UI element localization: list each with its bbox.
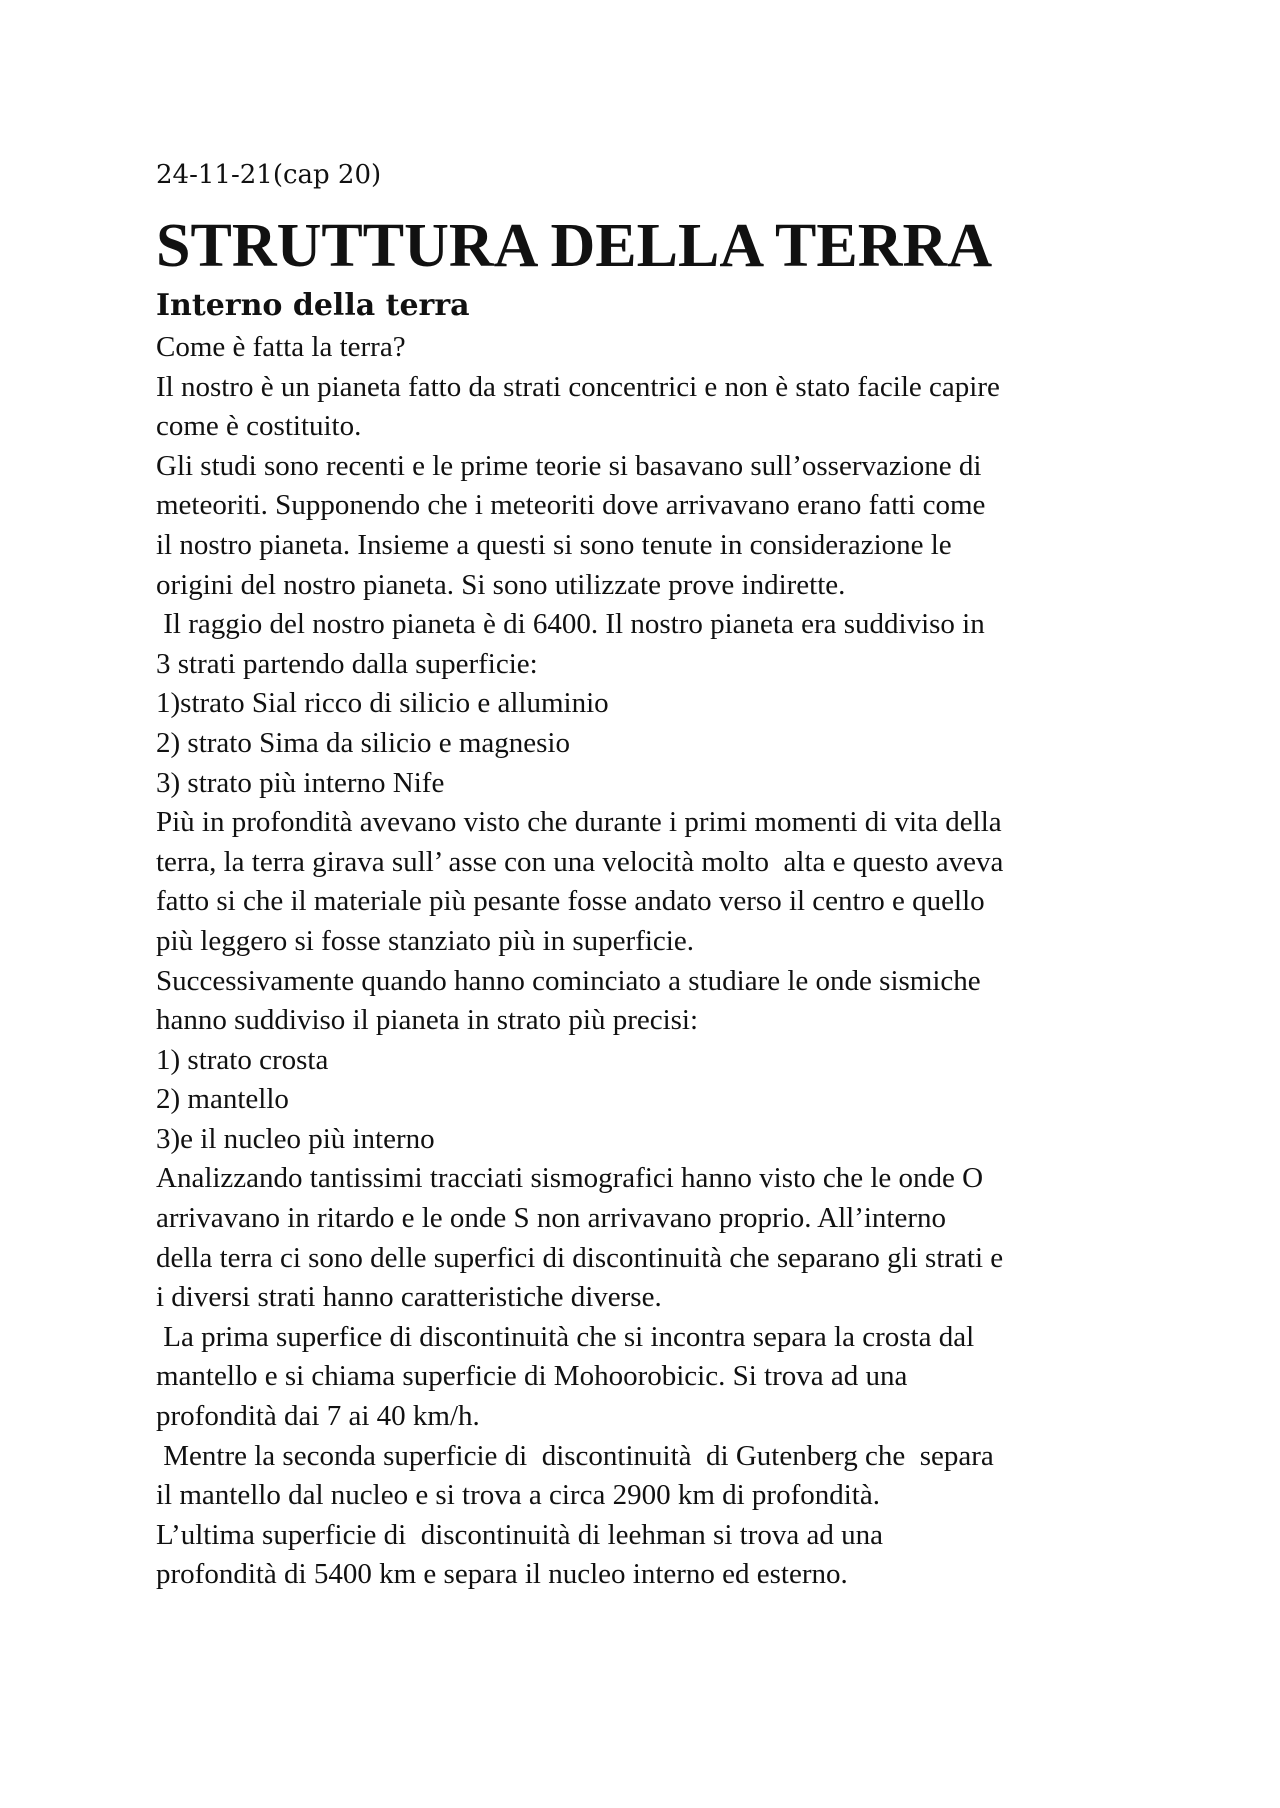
document-title: STRUTTURA DELLA TERRA (156, 212, 993, 280)
body-line: terra, la terra girava sull’ asse con una velocità molto alta e questo aveva (156, 845, 1004, 878)
body-line: Gli studi sono recenti e le prime teorie si basavano sull’osservazione di (156, 449, 982, 482)
list-item: 3) strato più interno Nife (156, 766, 445, 799)
body-line: mantello e si chiama superficie di Mohoorobicic. Si trova ad una (156, 1360, 908, 1393)
body-line: della terra ci sono delle superfici di discontinuità che separano gli strati e (156, 1241, 1004, 1274)
body-line: il mantello dal nucleo e si trova a circa 2900 km di profondità. (156, 1479, 880, 1512)
body-line: profondità di 5400 km e separa il nucleo interno ed esterno. (156, 1558, 848, 1591)
body-line: Analizzando tantissimi tracciati sismografici hanno visto che le onde O (156, 1162, 984, 1195)
document-page (156, 158, 1166, 1595)
body-line: La prima superfice di discontinuità che si incontra separa la crosta dal (156, 1320, 975, 1353)
list-item: 2) strato Sima da silicio e magnesio (156, 726, 570, 759)
body-line: Il raggio del nostro pianeta è di 6400. Il nostro pianeta era suddiviso in (156, 608, 985, 641)
body-line: Mentre la seconda superficie di discontinuità di Gutenberg che separa (156, 1439, 994, 1472)
list-item: 1) strato crosta (156, 1043, 329, 1076)
body-line: Più in profondità avevano visto che durante i primi momenti di vita della (156, 806, 1002, 839)
body-line: fatto si che il materiale più pesante fosse andato verso il centro e quello (156, 885, 985, 918)
body-line: il nostro pianeta. Insieme a questi si sono tenute in considerazione le (156, 528, 952, 561)
section-heading: Interno della terra (156, 288, 470, 323)
body-line: profondità dai 7 ai 40 km/h. (156, 1400, 480, 1433)
body-line: Come è fatta la terra? (156, 331, 406, 363)
body-line: Il nostro è un pianeta fatto da strati concentrici e non è stato facile capire (156, 370, 1000, 403)
body-line: Successivamente quando hanno cominciato a studiare le onde sismiche (156, 964, 981, 997)
body-line: 3 strati partendo dalla superficie: (156, 647, 538, 680)
body-line: meteoriti. Supponendo che i meteoriti dove arrivavano erano fatti come (156, 489, 986, 522)
list-item: 2) mantello (156, 1083, 289, 1116)
body-line: hanno suddiviso il pianeta in strato più precisi: (156, 1004, 699, 1037)
list-item: 1)strato Sial ricco di silicio e alluminio (156, 687, 609, 720)
body-line: L’ultima superficie di discontinuità di leehman si trova ad una (156, 1518, 883, 1551)
document-body (156, 328, 1166, 1595)
body-line: i diversi strati hanno caratteristiche diverse. (156, 1281, 662, 1314)
body-line: come è costituito. (156, 410, 362, 443)
body-line: più leggero si fosse stanziato più in superficie. (156, 924, 694, 957)
document-date: 24-11-21(cap 20) (156, 160, 382, 190)
list-item: 3)e il nucleo più interno (156, 1122, 435, 1155)
body-line: origini del nostro pianeta. Si sono utilizzate prove indirette. (156, 568, 846, 601)
body-line: arrivavano in ritardo e le onde S non arrivavano proprio. All’interno (156, 1202, 947, 1235)
